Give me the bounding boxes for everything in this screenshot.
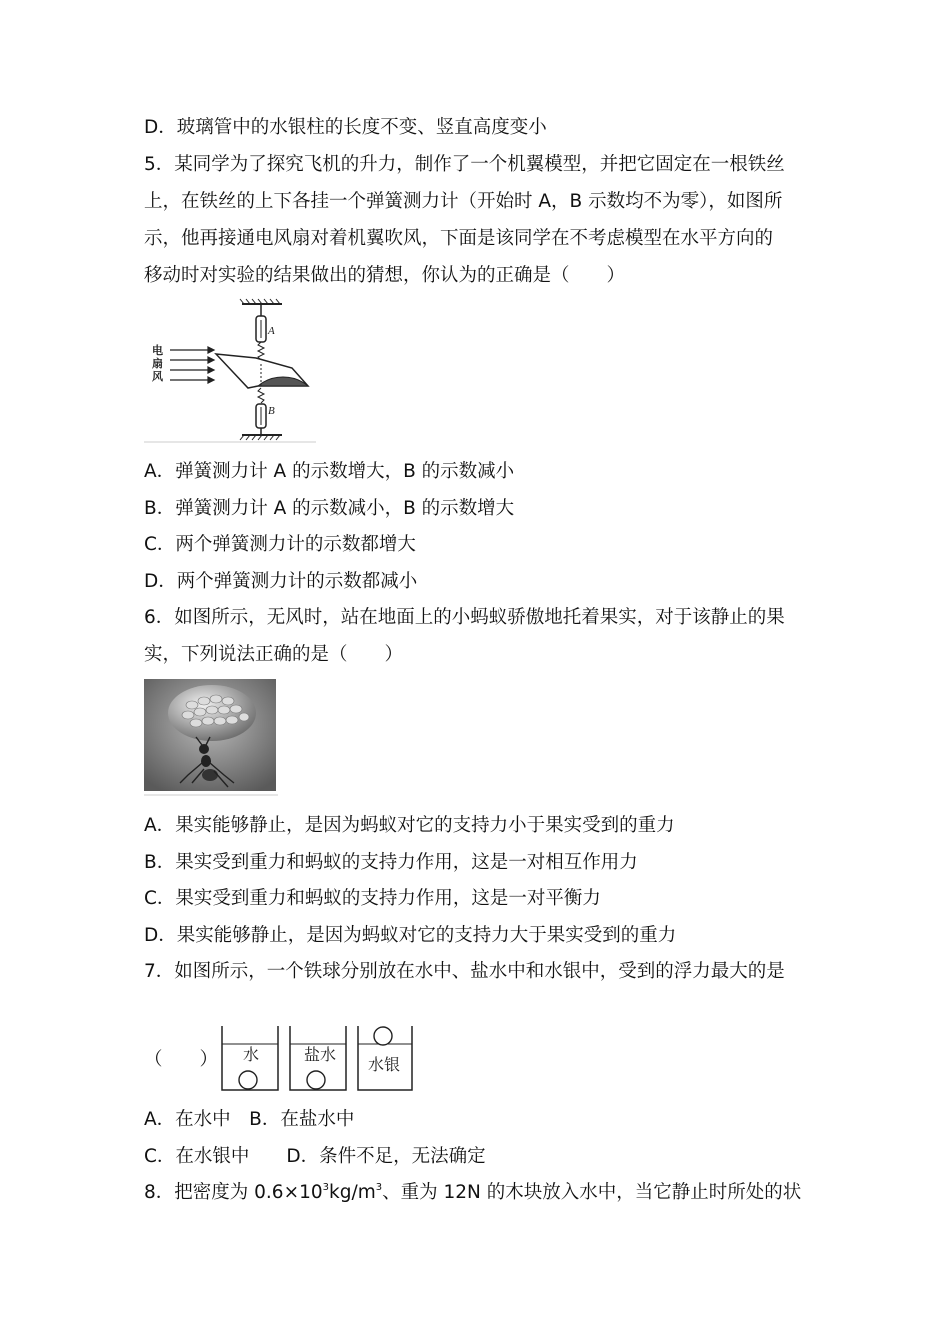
q7-stem: 7．如图所示，一个铁球分别放在水中、盐水中和水银中，受到的浮力最大的是 [144,961,785,982]
beaker-mercury [358,1026,412,1090]
q5-option-b: B．弹簧测力计 A 的示数减小，B 的示数增大 [144,498,515,519]
q7-beakers-figure [218,1022,414,1094]
q7-options-line-2: C．在水银中 D．条件不足，无法确定 [144,1146,486,1167]
q5-stem-line-2: 上，在铁丝的上下各挂一个弹簧测力计（开始时 A，B 示数均不为零），如图所 [144,191,783,212]
beaker-label-salt-water: 盐水 [304,1045,337,1064]
beaker-label-water: 水 [243,1045,260,1064]
fan-label-2: 扇 [152,357,163,370]
q5-stem-line-3: 示，他再接通电风扇对着机翼吹风，下面是该同学在不考虑模型在水平方向的 [144,228,774,249]
q8-stem-post: 、重为 12N 的木块放入水中，当它静止时所处的状 [382,1182,802,1203]
q5-stem-line-4: 移动时对实验的结果做出的猜想，你认为的正确是（ ） [144,265,626,286]
q5-wing-figure [144,298,318,444]
spring-b-label: B [268,405,275,417]
q6-option-c: C．果实受到重力和蚂蚁的支持力作用，这是一对平衡力 [144,888,601,909]
q5-option-d: D．两个弹簧测力计的示数都减小 [144,571,418,592]
q4-option-d: D．玻璃管中的水银柱的长度不变、竖直高度变小 [144,117,547,138]
q8-stem [144,1181,801,1205]
q5-option-c: C．两个弹簧测力计的示数都增大 [144,534,416,555]
q8-stem-mid: kg/m [329,1182,376,1203]
q8-stem-pre: 8．把密度为 0.6×10 [144,1182,323,1203]
fan-label-1: 电 [152,344,163,357]
q7-answer-bracket: （ ） [144,1049,219,1070]
q6-stem-line-2: 实，下列说法正确的是（ ） [144,644,404,665]
beaker-label-mercury: 水银 [368,1055,401,1074]
fan-label-3: 风 [152,370,163,383]
q7-options-line-1: A．在水中 B．在盐水中 [144,1109,355,1130]
beaker-water [222,1026,278,1090]
q6-option-b: B．果实受到重力和蚂蚁的支持力作用，这是一对相互作用力 [144,852,638,873]
spring-a-label: A [268,325,275,337]
q5-stem-line-1: 5．某同学为了探究飞机的升力，制作了一个机翼模型，并把它固定在一根铁丝 [144,154,785,175]
q6-ant-fruit-photo [144,679,278,799]
q6-option-a: A．果实能够静止，是因为蚂蚁对它的支持力小于果实受到的重力 [144,815,675,836]
q6-stem-line-1: 6．如图所示，无风时，站在地面上的小蚂蚁骄傲地托着果实，对于该静止的果 [144,607,785,628]
q8-exp-1: 3 [322,1182,329,1193]
q8-exp-2: 3 [375,1182,383,1193]
q6-option-d: D．果实能够静止，是因为蚂蚁对它的支持力大于果实受到的重力 [144,925,677,946]
q5-option-a: A．弹簧测力计 A 的示数增大，B 的示数减小 [144,461,515,482]
beaker-salt-water [290,1026,346,1090]
